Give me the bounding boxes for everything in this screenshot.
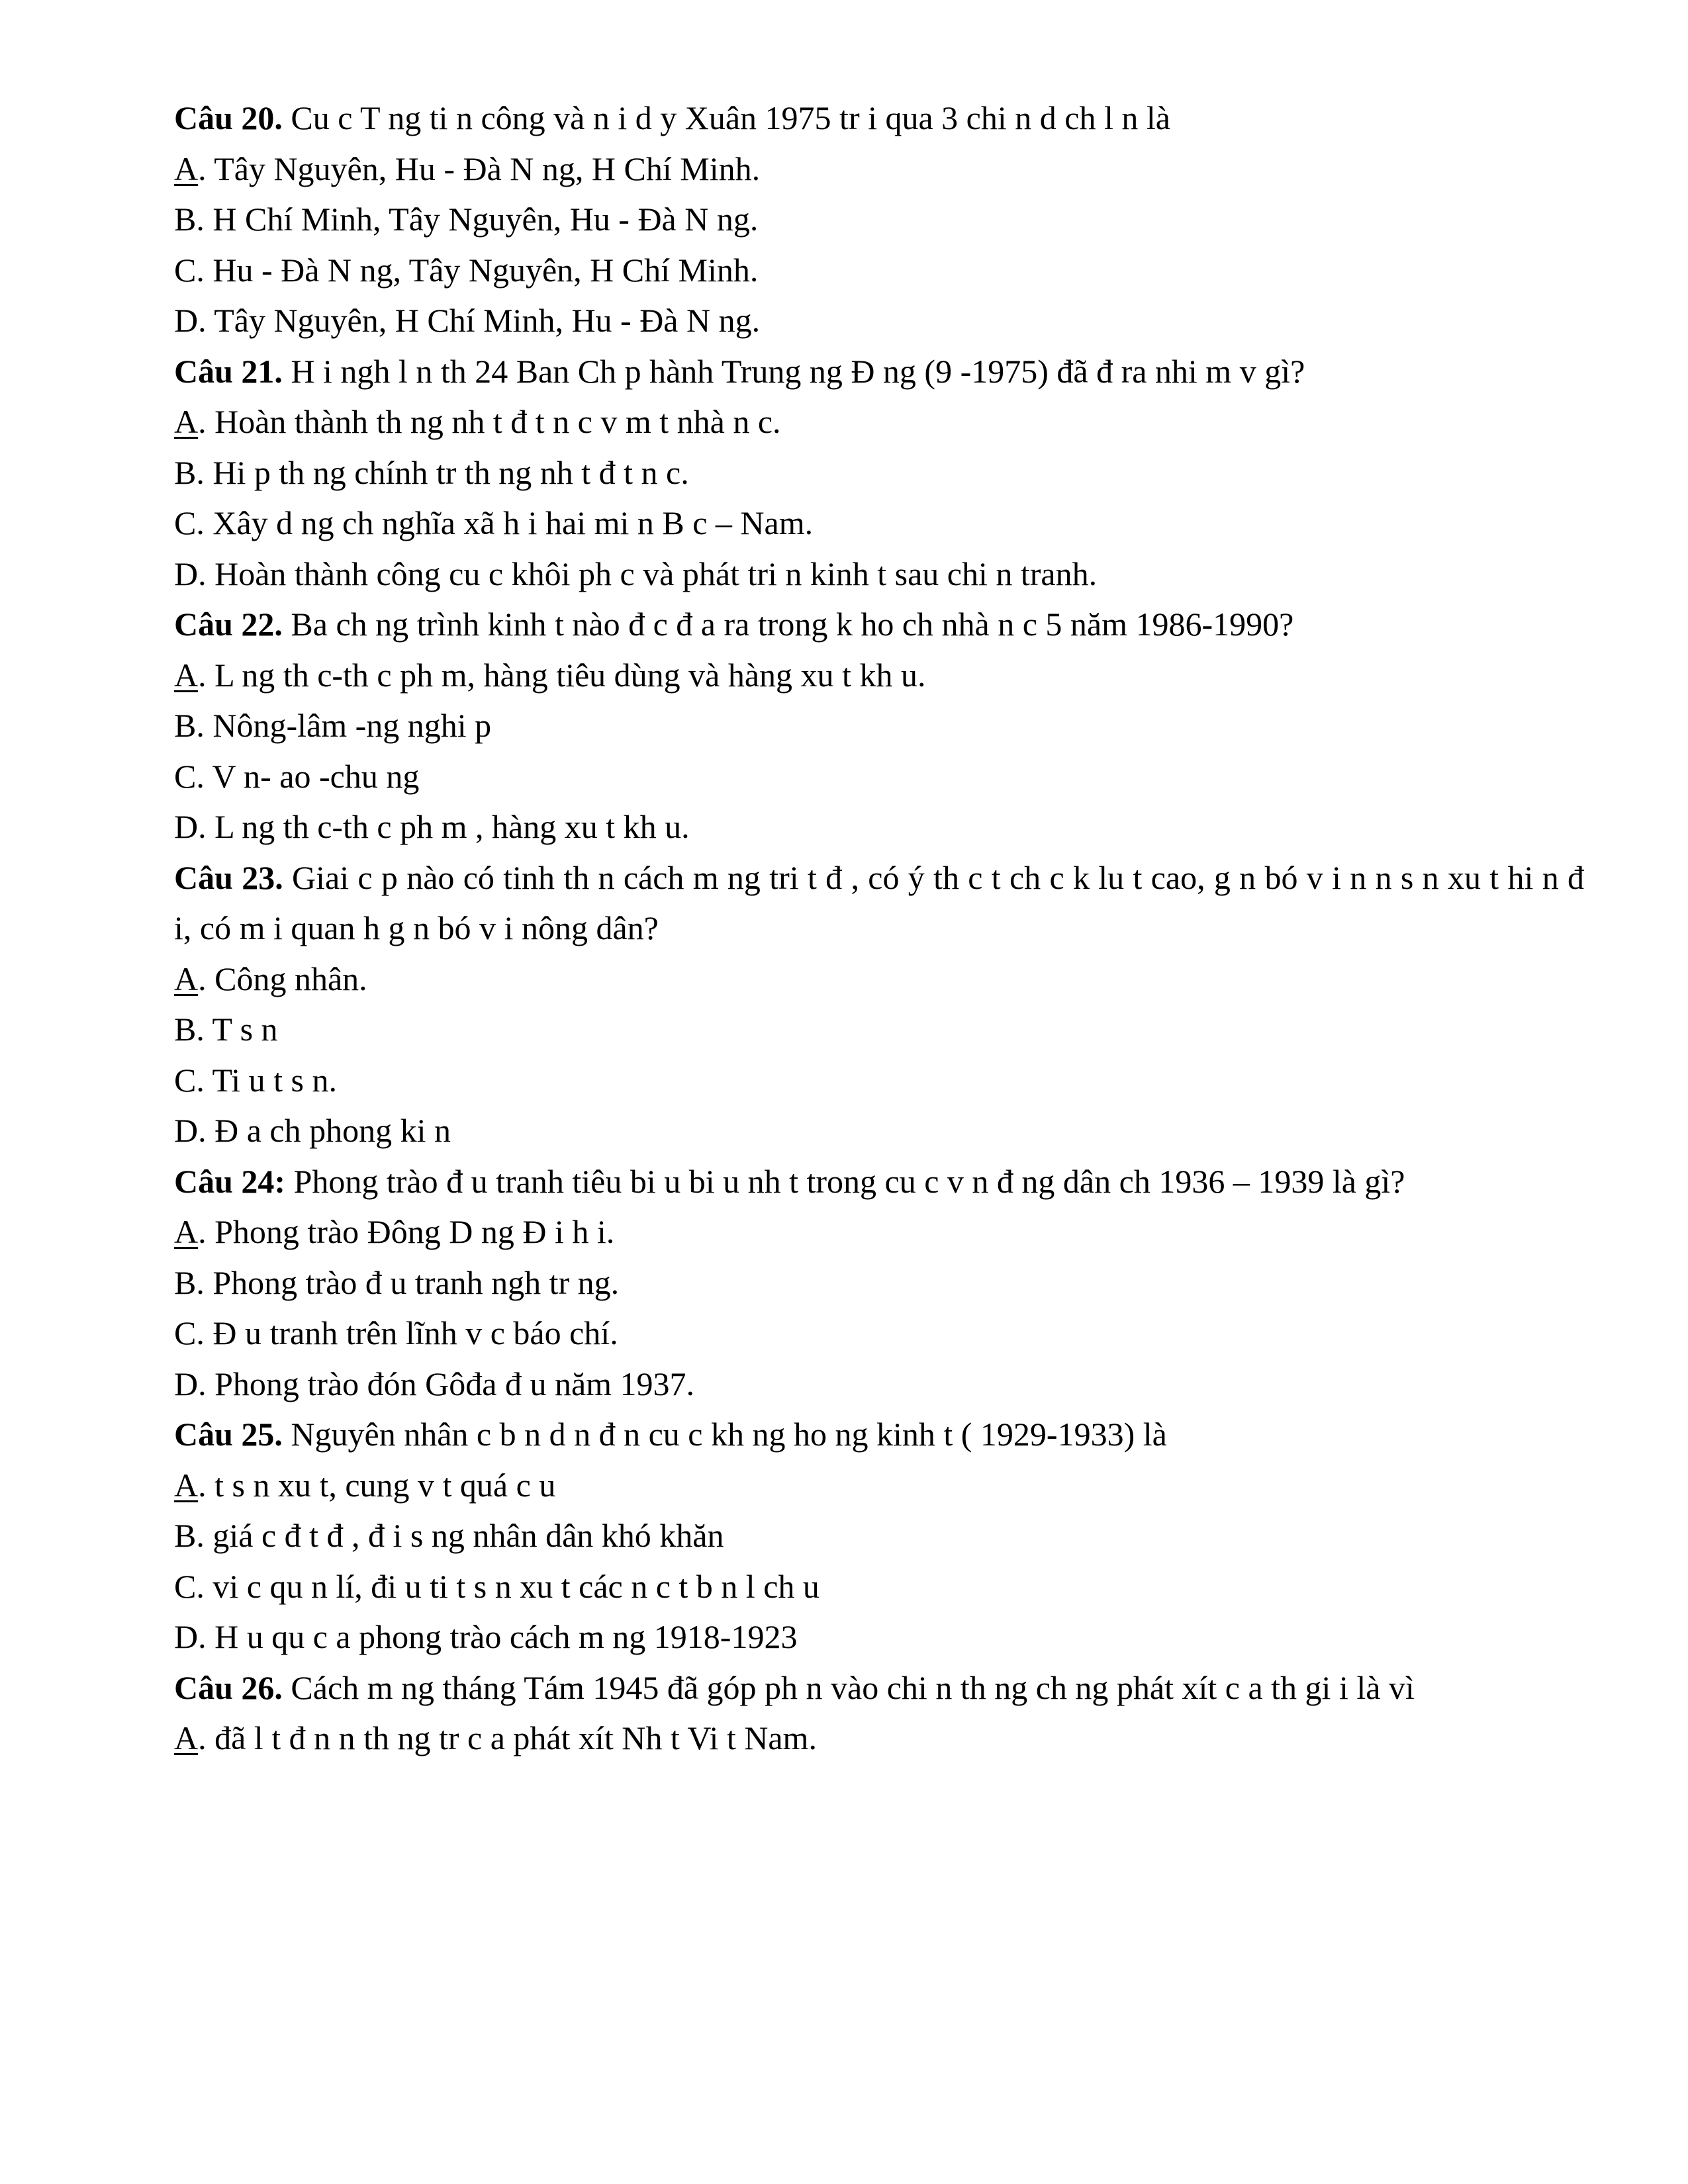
option-a [174, 1460, 1584, 1511]
option-d [174, 1359, 1584, 1410]
question-24 [174, 1156, 1584, 1410]
option-letter: D [174, 555, 199, 592]
option-c [174, 1561, 1584, 1612]
option-text: . Tây Nguyên, H Chí Minh, Hu - Đà N ng. [198, 302, 761, 339]
option-letter: B [174, 1263, 197, 1301]
option-letter: B [174, 453, 197, 491]
option-letter: C [174, 251, 197, 289]
option-text: . Xây d ng ch nghĩa xã h i hai mi n B c – Nam. [196, 504, 814, 541]
option-text: . Nông-lâm -ng nghi p [196, 707, 492, 744]
option-text: . Công nhân. [198, 960, 367, 997]
option-text: . H Chí Minh, Tây Nguyên, Hu - Đà N ng. [196, 201, 759, 238]
option-b [174, 1510, 1584, 1561]
option-text: . Hi p th ng chính tr th ng nh t đ t n c. [196, 453, 689, 491]
option-text: . đã l t đ n n th ng tr c a phát xít Nh t Vi t Nam. [198, 1719, 817, 1756]
question-text: Ba ch ng trình kinh t nào đ c đ a ra trong k ho ch nhà n c 5 năm 1986-1990? [282, 606, 1294, 643]
question-23 [174, 852, 1584, 1156]
option-text: . giá c đ t đ , đ i s ng nhân dân khó khăn [196, 1517, 724, 1554]
option-text: . vi c qu n lí, đi u ti t s n xu t các n c t b n l ch u [196, 1567, 820, 1605]
option-letter: A [174, 150, 199, 187]
option-letter: D [174, 808, 199, 845]
option-text: . Phong trào Đông D ng Đ i h i. [198, 1213, 615, 1250]
question-text: Cu c T ng ti n công và n i d y Xuân 1975 tr i qua 3 chi n d ch l n là [282, 99, 1170, 136]
option-letter: A [174, 960, 199, 997]
option-a [174, 1206, 1584, 1257]
question-label: Câu 23. [174, 858, 283, 896]
option-text: . L ng th c-th c ph m, hàng tiêu dùng và hàng xu t kh u. [198, 656, 926, 694]
option-a [174, 1713, 1584, 1764]
option-letter: A [174, 403, 199, 440]
question-text: Cách m ng tháng Tám 1945 đã góp ph n vào chi n th ng ch ng phát xít c a th gi i là vì [282, 1668, 1415, 1706]
option-d [174, 801, 1584, 852]
option-letter: C [174, 504, 197, 541]
option-letter: B [174, 1011, 197, 1048]
question-text: Phong trào đ u tranh tiêu bi u bi u nh t trong cu c v n đ ng dân ch 1936 – 1939 là gì? [285, 1162, 1405, 1200]
option-a [174, 954, 1584, 1005]
option-letter: C [174, 1567, 197, 1605]
question-label: Câu 25. [174, 1416, 283, 1453]
option-c [174, 1055, 1584, 1106]
option-letter: A [174, 656, 199, 694]
option-letter: C [174, 1061, 197, 1099]
option-c [174, 1308, 1584, 1359]
option-c [174, 751, 1584, 802]
question-label: Câu 22. [174, 606, 283, 643]
option-text: . V n- ao -chu ng [196, 757, 420, 795]
question-stem [174, 93, 1584, 144]
option-letter: D [174, 1112, 199, 1149]
question-text: H i ngh l n th 24 Ban Ch p hành Trung ng Đ ng (9 -1975) đã đ ra nhi m v gì? [282, 352, 1305, 390]
option-text: . T s n [196, 1011, 278, 1048]
option-text: . L ng th c-th c ph m , hàng xu t kh u. [198, 808, 690, 845]
option-letter: A [174, 1719, 199, 1756]
option-text: . Phong trào đ u tranh ngh tr ng. [196, 1263, 620, 1301]
option-letter: C [174, 757, 197, 795]
question-22 [174, 599, 1584, 852]
question-21 [174, 346, 1584, 600]
option-letter: A [174, 1466, 199, 1504]
question-text: Giai c p nào có tinh th n cách m ng tri t đ , có ý th c t ch c k lu t cao, g n bó v i n n s n xu t hi n đ i, có m i quan h g n bó v i nông dân? [174, 858, 1585, 946]
option-text: . t s n xu t, cung v t quá c u [198, 1466, 556, 1504]
question-label: Câu 21. [174, 352, 283, 390]
option-text: . Hoàn thành th ng nh t đ t n c v m t nhà n c. [198, 403, 781, 440]
question-stem [174, 852, 1584, 954]
option-text: . Hu - Đà N ng, Tây Nguyên, H Chí Minh. [196, 251, 759, 289]
option-a [174, 396, 1584, 447]
question-stem [174, 1156, 1584, 1207]
document-page [174, 93, 1584, 1764]
option-b [174, 1257, 1584, 1308]
question-26 [174, 1662, 1584, 1764]
option-text: . Phong trào đón Gôđa đ u năm 1937. [198, 1365, 695, 1402]
option-d [174, 1105, 1584, 1156]
option-a [174, 650, 1584, 701]
option-letter: D [174, 1365, 199, 1402]
option-letter: B [174, 707, 197, 744]
question-stem [174, 1662, 1584, 1713]
option-letter: B [174, 201, 197, 238]
option-a [174, 144, 1584, 195]
question-25 [174, 1409, 1584, 1662]
question-stem [174, 599, 1584, 650]
option-letter: A [174, 1213, 199, 1250]
option-c [174, 498, 1584, 549]
option-d [174, 549, 1584, 600]
question-stem [174, 1409, 1584, 1460]
option-letter: B [174, 1517, 197, 1554]
option-b [174, 447, 1584, 498]
option-b [174, 700, 1584, 751]
option-b [174, 1004, 1584, 1055]
question-stem [174, 346, 1584, 397]
question-20 [174, 93, 1584, 346]
option-text: . Ti u t s n. [196, 1061, 337, 1099]
question-label: Câu 24: [174, 1162, 286, 1200]
option-text: . Đ a ch phong ki n [198, 1112, 451, 1149]
question-label: Câu 26. [174, 1668, 283, 1706]
option-text: . Đ u tranh trên lĩnh v c báo chí. [196, 1314, 618, 1351]
option-text: . Hoàn thành công cu c khôi ph c và phát tri n kinh t sau chi n tranh. [198, 555, 1098, 592]
option-letter: D [174, 302, 199, 339]
option-letter: D [174, 1618, 199, 1655]
question-label: Câu 20. [174, 99, 283, 136]
option-b [174, 194, 1584, 245]
question-text: Nguyên nhân c b n d n đ n cu c kh ng ho ng kinh t ( 1929-1933) là [282, 1416, 1167, 1453]
option-d [174, 1612, 1584, 1662]
option-c [174, 245, 1584, 296]
option-text: . Tây Nguyên, Hu - Đà N ng, H Chí Minh. [198, 150, 761, 187]
option-text: . H u qu c a phong trào cách m ng 1918-1923 [198, 1618, 798, 1655]
option-d [174, 295, 1584, 346]
option-letter: C [174, 1314, 197, 1351]
